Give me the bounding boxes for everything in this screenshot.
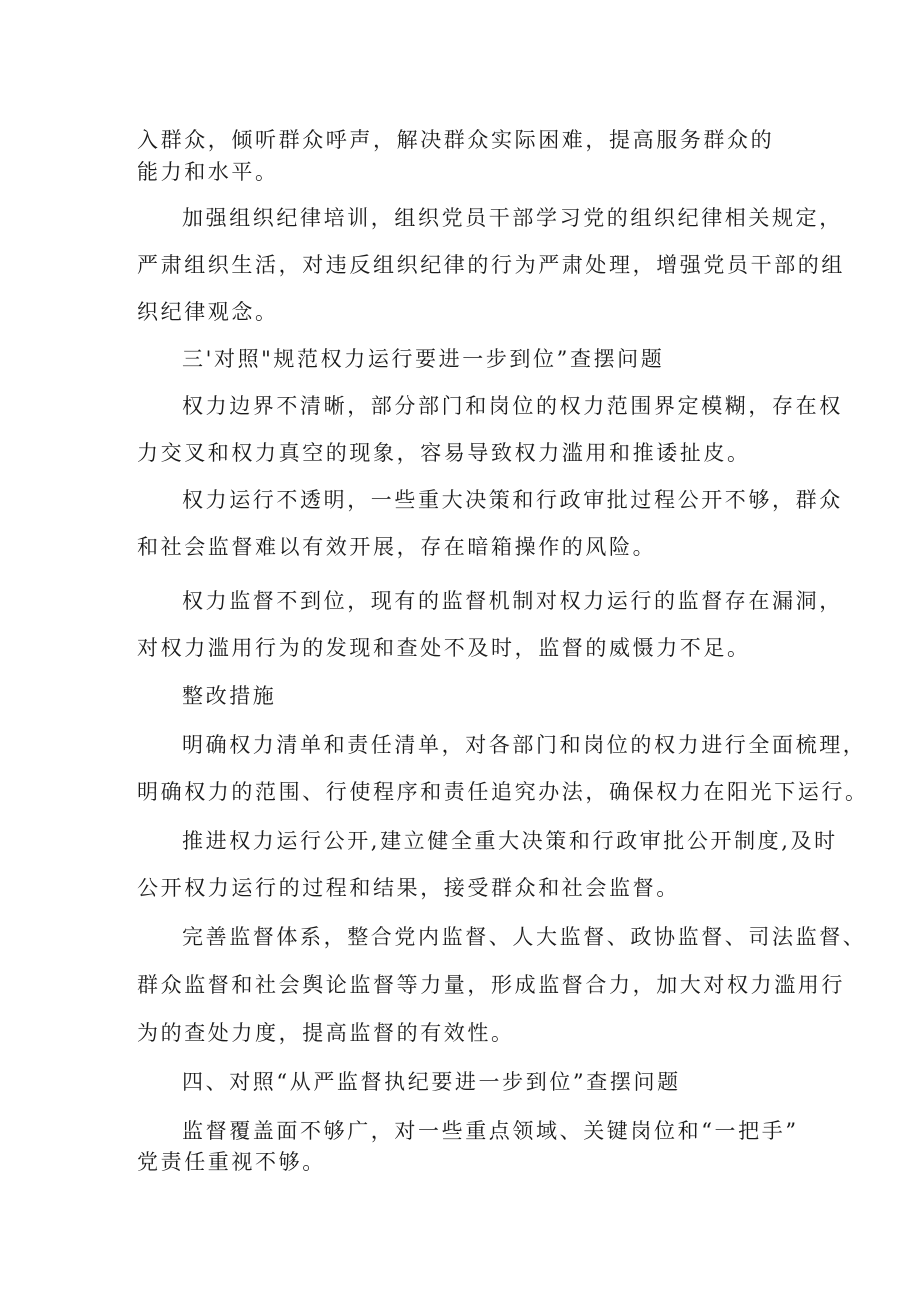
text-line: 力交叉和权力真空的现象，容易导致权力滥用和推诿扯皮。 — [137, 441, 751, 465]
text-line: 公开权力运行的过程和结果，接受群众和社会监督。 — [137, 876, 680, 900]
section-heading: 四、对照“从严监督执纪要进一步到位”查摆问题 — [182, 1070, 681, 1094]
subheading: 整改措施 — [182, 684, 277, 708]
text-line: 群众监督和社会舆论监督等力量，形成监督合力，加大对权力滥用行 — [137, 973, 845, 997]
text-line: 和社会监督难以有效开展，存在暗箱操作的风险。 — [137, 535, 657, 559]
text-line: 对权力滥用行为的发现和查处不及时，监督的威慑力不足。 — [137, 636, 751, 660]
paragraph-line: 完善监督体系，整合党内监督、人大监督、政协监督、司法监督、 — [182, 925, 867, 949]
paragraph-line: 明确权力清单和责任清单，对各部门和岗位的权力进行全面梳理， — [182, 733, 867, 757]
paragraph-line: 权力监督不到位，现有的监督机制对权力运行的监督存在漏洞， — [182, 589, 843, 613]
text-line: 为的查处力度，提高监督的有效性。 — [137, 1021, 515, 1045]
paragraph-line: 权力边界不清晰，部分部门和岗位的权力范围界定模糊，存在权 — [182, 394, 843, 418]
text-line: 能力和水平。 — [137, 160, 279, 184]
text-line: 明确权力的范围、行使程序和责任追究办法，确保权力在阳光下运行。 — [137, 780, 869, 804]
text-line: 入群众，倾听群众呼声，解决群众实际困难，提高服务群众的 — [137, 128, 775, 152]
paragraph-line: 监督覆盖面不够广，对一些重点领域、关键岗位和“一把手” — [182, 1119, 799, 1143]
paragraph-line: 推进权力运行公开,建立健全重大决策和行政审批公开制度,及时 — [182, 829, 838, 853]
section-heading: 三'对照"规范权力运行要进一步到位”查摆问题 — [182, 347, 665, 371]
paragraph-line: 权力运行不透明，一些重大决策和行政审批过程公开不够，群众 — [182, 488, 843, 512]
text-line: 严肃组织生活，对违反组织纪律的行为严肃处理，增强党员干部的组 — [137, 253, 845, 277]
text-line: 党责任重视不够。 — [137, 1150, 326, 1174]
text-line: 织纪律观念。 — [137, 300, 279, 324]
paragraph-line: 加强组织纪律培训，组织党员干部学习党的组织纪律相关规定， — [182, 206, 843, 230]
